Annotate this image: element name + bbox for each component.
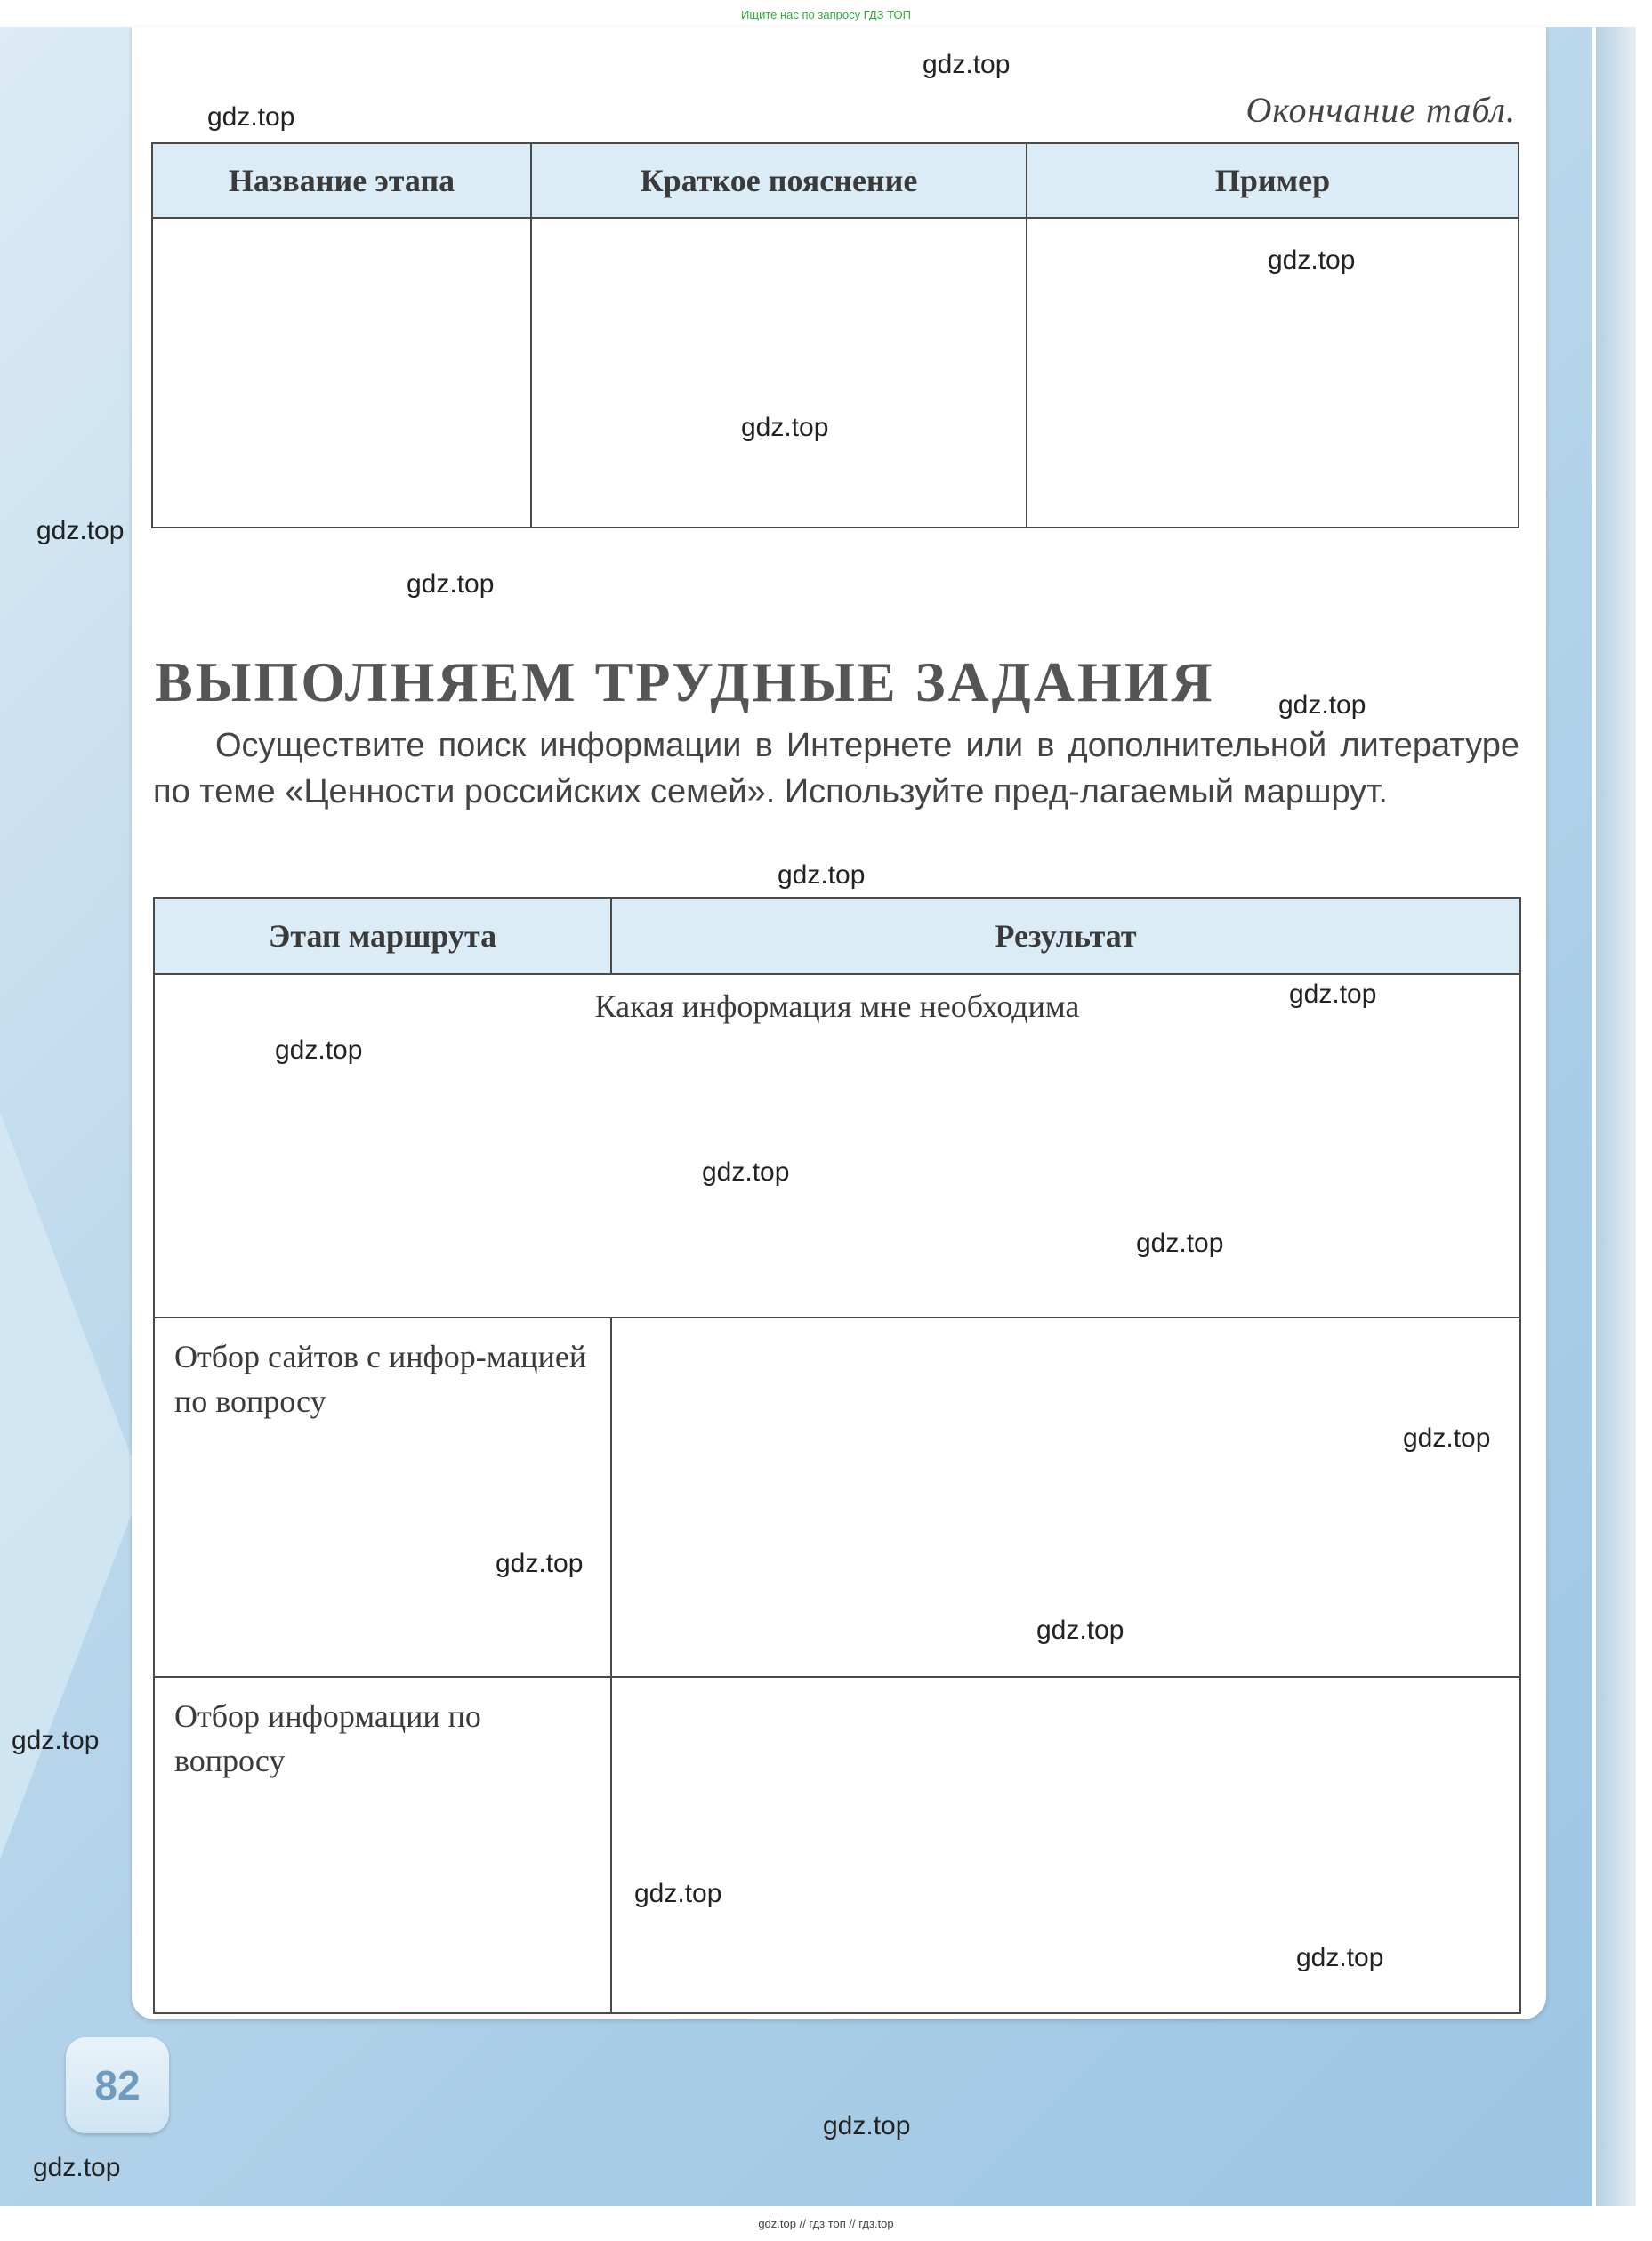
stage-cell-info-selection: Отбор информации по вопросу (154, 1677, 611, 2013)
header-example: Пример (1027, 143, 1519, 218)
page-number: 82 (66, 2037, 169, 2133)
answer-cell-stage[interactable] (152, 218, 531, 528)
watermark: gdz.top (634, 1879, 722, 1908)
watermark: gdz.top (407, 569, 495, 599)
watermark: gdz.top (207, 102, 295, 132)
table-row (154, 1318, 1520, 1677)
watermark: gdz.top (1296, 1943, 1384, 1972)
watermark: gdz.top (275, 1036, 363, 1065)
header-route-stage: Этап маршрута (154, 898, 611, 974)
watermark: gdz.top (1278, 690, 1366, 720)
table-header-row (152, 143, 1519, 218)
watermark: gdz.top (1403, 1423, 1491, 1453)
watermark: gdz.top (1036, 1616, 1124, 1645)
watermark: gdz.top (36, 516, 125, 545)
table-row (154, 974, 1520, 1318)
header-short-explanation: Краткое пояснение (531, 143, 1027, 218)
watermark: gdz.top (1289, 979, 1377, 1009)
answer-cell-needed-info[interactable] (154, 974, 1520, 1318)
watermark: gdz.top (778, 860, 866, 890)
header-stage-name: Название этапа (152, 143, 531, 218)
watermark: gdz.top (496, 1549, 584, 1578)
answer-cell-info-selection[interactable] (611, 1677, 1520, 2013)
task-text: Осуществите поиск информации в Интернете или в дополнительной литературе по теме «Ценности российских семей». Используйте пред-лагаемый маршрут. (153, 727, 1519, 810)
watermark: gdz.top (823, 2111, 911, 2140)
page-edge-shadow (1596, 27, 1636, 2206)
section-title: ВЫПОЛНЯЕМ ТРУДНЫЕ ЗАДАНИЯ (155, 650, 1215, 713)
bottom-note: gdz.top // гдз топ // гдз.top (758, 2217, 894, 2230)
header-result: Результат (611, 898, 1520, 974)
stage-cell-site-selection: Отбор сайтов с инфор-мацией по вопросу (154, 1318, 611, 1677)
watermark: gdz.top (1136, 1229, 1224, 1258)
watermark: gdz.top (33, 2153, 121, 2182)
top-note: Ищите нас по запросу ГДЗ ТОП (741, 8, 911, 21)
continuation-label: Окончание табл. (1245, 90, 1516, 130)
watermark: gdz.top (12, 1726, 100, 1755)
answer-cell-explanation[interactable] (531, 218, 1027, 528)
watermark: gdz.top (1268, 246, 1356, 275)
watermark: gdz.top (741, 413, 829, 442)
stages-table (151, 142, 1519, 528)
needed-info-label: Какая информация мне необходима (594, 988, 1080, 1024)
watermark: gdz.top (702, 1157, 790, 1187)
table-header-row (154, 898, 1520, 974)
watermark: gdz.top (923, 50, 1011, 79)
